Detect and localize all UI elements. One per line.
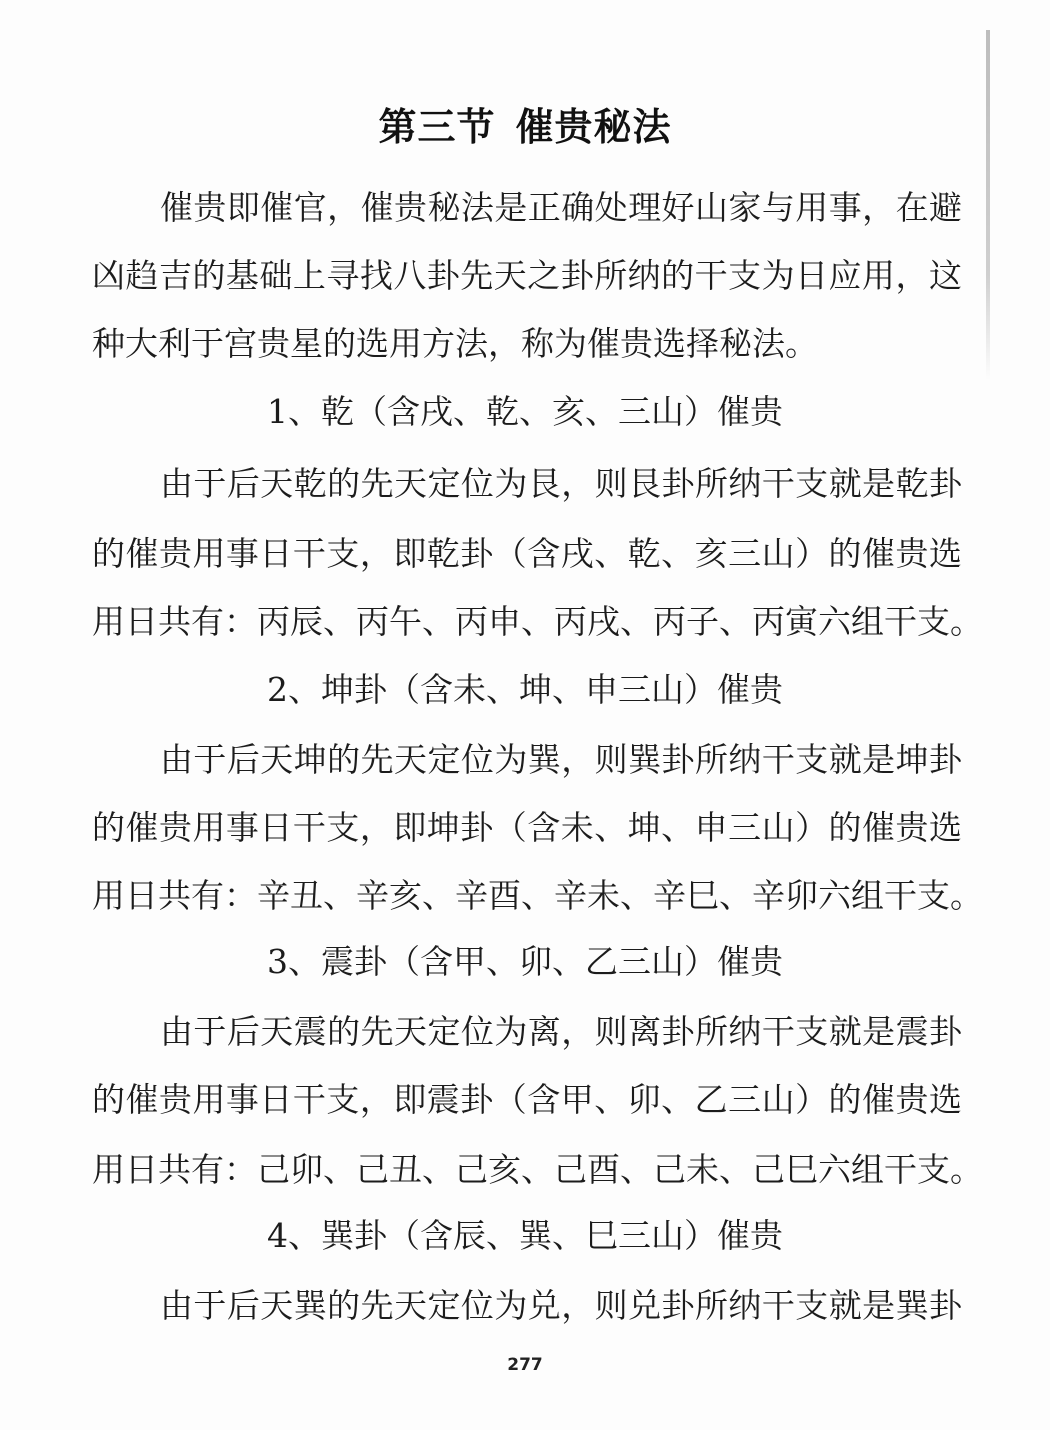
paragraph-line: 用日共有：辛丑、辛亥、辛酉、辛未、辛巳、辛卯六组干支。 [92,876,983,915]
paragraph-line: 用日共有：己卯、己丑、己亥、己酉、己未、己巳六组干支。 [92,1150,983,1189]
subsection-heading: 2、坤卦（含未、坤、申三山）催贵 [267,670,783,709]
section-name: 催贵秘法 [515,105,672,149]
paragraph-line: 用日共有：丙辰、丙午、丙申、丙戌、丙子、丙寅六组干支。 [92,602,983,641]
page-number: 277 [507,1355,543,1375]
paragraph-line: 的催贵用事日干支，即震卦（含甲、卯、乙三山）的催贵选 [92,1080,962,1119]
subsection-heading: 4、巽卦（含辰、巽、巳三山）催贵 [267,1216,783,1255]
paragraph-line: 凶趋吉的基础上寻找八卦先天之卦所纳的干支为日应用，这 [92,256,962,295]
paragraph-line: 由于后天乾的先天定位为艮，则艮卦所纳干支就是乾卦 [160,464,962,503]
paragraph-line: 催贵即催官，催贵秘法是正确处理好山家与用事，在避 [160,188,962,227]
paragraph-line: 的催贵用事日干支，即坤卦（含未、坤、申三山）的催贵选 [92,808,962,847]
section-title [0,96,1050,151]
subsection-heading: 1、乾（含戌、乾、亥、三山）催贵 [267,392,783,431]
paragraph-line: 由于后天坤的先天定位为巽，则巽卦所纳干支就是坤卦 [160,740,962,779]
subsection-heading: 3、震卦（含甲、卯、乙三山）催贵 [267,942,783,981]
scan-edge-shadow [986,30,990,380]
paragraph-line: 的催贵用事日干支，即乾卦（含戌、乾、亥三山）的催贵选 [92,534,962,573]
paragraph-line: 由于后天震的先天定位为离，则离卦所纳干支就是震卦 [160,1012,962,1051]
section-number: 第三节 [378,105,496,149]
paragraph-line: 由于后天巽的先天定位为兑，则兑卦所纳干支就是巽卦 [160,1286,962,1325]
paragraph-line: 种大利于宫贵星的选用方法，称为催贵选择秘法。 [92,324,818,363]
